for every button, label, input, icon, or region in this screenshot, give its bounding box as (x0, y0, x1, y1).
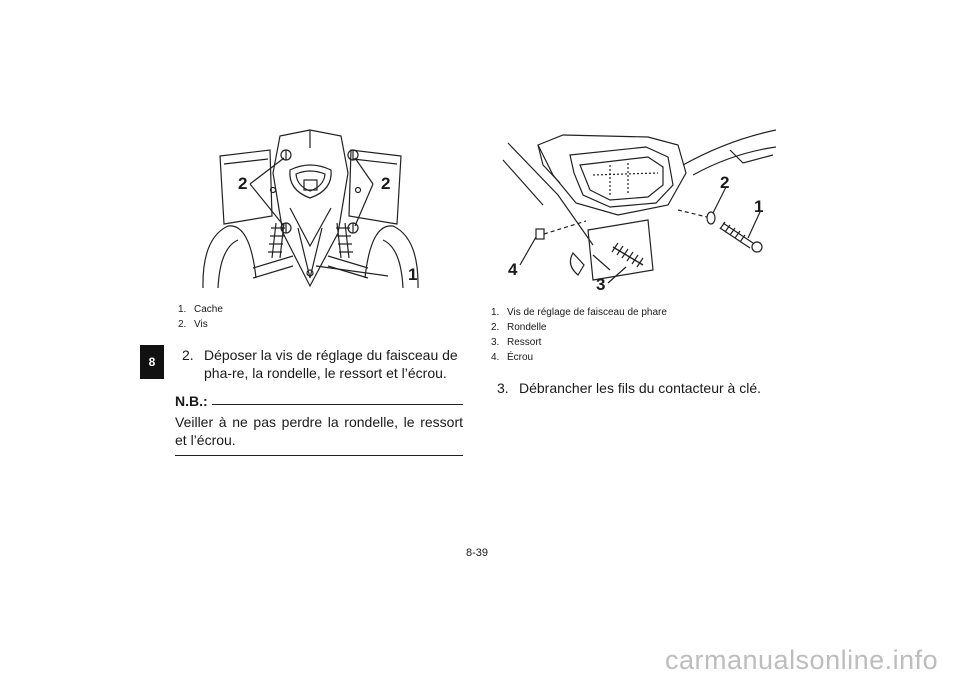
callout-nut: 4 (508, 260, 518, 279)
legend-item: 1. Vis de réglage de faisceau de phare (491, 307, 667, 318)
callout-adjust-screw: 1 (754, 197, 764, 216)
legend-item: 2. Vis (178, 319, 208, 330)
note-box (175, 393, 463, 456)
step-number: 3. (497, 380, 509, 396)
legend-item: 2. Rondelle (491, 322, 547, 333)
step-number: 2. (182, 347, 194, 363)
note-text: Veiller à ne pas perdre la rondelle, le ressort et l’écrou. (175, 414, 463, 448)
headlight-adjuster-illustration (498, 125, 776, 295)
callout-screw-left: 2 (238, 174, 248, 193)
left-figure-legend (178, 302, 223, 332)
step-3 (497, 379, 787, 397)
callout-screw-right: 2 (381, 174, 391, 193)
callout-cover: 1 (408, 265, 418, 284)
callout-spring: 3 (596, 275, 606, 294)
watermark-text: carmanualsonline.info (665, 645, 939, 675)
legend-item: 3. Ressort (491, 337, 542, 348)
section-tab (140, 345, 164, 379)
note-title: N.B.: (175, 393, 208, 409)
section-tab-label: 8 (148, 355, 156, 369)
step-text: Déposer la vis de réglage du faisceau de pha-re, la rondelle, le ressort et l’écrou. (204, 347, 458, 381)
callout-washer: 2 (720, 173, 730, 192)
note-top-rule (212, 404, 463, 405)
right-figure-legend (491, 305, 667, 365)
page-number: 8-39 (466, 547, 489, 559)
legend-item: 4. Écrou (491, 352, 534, 363)
step-2 (182, 346, 464, 382)
atv-front-illustration (198, 128, 423, 293)
legend-item: 1. Cache (178, 304, 223, 315)
step-text: Débrancher les fils du contacteur à clé. (519, 380, 762, 396)
note-bottom-rule (175, 455, 463, 456)
